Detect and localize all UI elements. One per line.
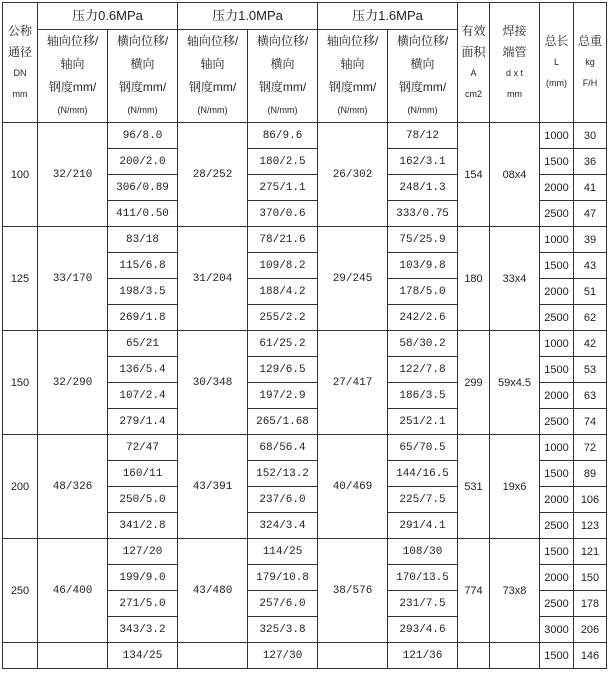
lateral-1-6-cell: 75/25.9 [388, 227, 458, 253]
weight-cell: 206 [574, 617, 607, 643]
weight-cell: 47 [574, 201, 607, 227]
lateral-1-6-cell: 186/3.5 [388, 383, 458, 409]
lateral-1-0-cell: 86/9.6 [248, 123, 318, 149]
axial-1-0-cell: 43/391 [178, 435, 248, 539]
lateral-1-6-cell: 65/70.5 [388, 435, 458, 461]
axial-1-0-cell: 31/204 [178, 227, 248, 331]
area-cell: 154 [458, 123, 490, 227]
header-pressure-1-0: 压力1.0MPa [178, 3, 318, 30]
lateral-1-6-cell: 122/7.8 [388, 357, 458, 383]
dn-cell [3, 643, 38, 669]
lateral-0-6-cell: 411/0.50 [108, 201, 178, 227]
lateral-1-0-cell: 255/2.2 [248, 305, 318, 331]
lateral-1-6-cell: 78/12 [388, 123, 458, 149]
weight-cell: 74 [574, 409, 607, 435]
weight-cell: 72 [574, 435, 607, 461]
lateral-0-6-cell: 250/5.0 [108, 487, 178, 513]
axial-0-6-cell: 32/290 [38, 331, 108, 435]
length-cell: 1000 [540, 331, 574, 357]
weight-cell: 89 [574, 461, 607, 487]
length-cell: 2500 [540, 513, 574, 539]
axial-1-6-cell [318, 643, 388, 669]
lateral-1-6-cell: 333/0.75 [388, 201, 458, 227]
lateral-1-6-cell: 162/3.1 [388, 149, 458, 175]
lateral-1-6-cell: 144/16.5 [388, 461, 458, 487]
lateral-1-6-cell: 293/4.6 [388, 617, 458, 643]
header-axial-1-6: 轴向位移/ 轴向 钢度mm/ (N/mm) [318, 30, 388, 123]
lateral-1-0-cell: 275/1.1 [248, 175, 318, 201]
weight-cell: 62 [574, 305, 607, 331]
axial-1-6-cell: 27/417 [318, 331, 388, 435]
axial-1-0-cell: 30/348 [178, 331, 248, 435]
lateral-0-6-cell: 65/21 [108, 331, 178, 357]
axial-1-0-cell: 43/480 [178, 539, 248, 643]
lateral-1-0-cell: 68/56.4 [248, 435, 318, 461]
axial-0-6-cell: 46/400 [38, 539, 108, 643]
lateral-1-0-cell: 114/25 [248, 539, 318, 565]
length-cell: 1000 [540, 123, 574, 149]
lateral-0-6-cell: 269/1.8 [108, 305, 178, 331]
lateral-1-0-cell: 109/8.2 [248, 253, 318, 279]
weight-cell: 42 [574, 331, 607, 357]
lateral-1-0-cell: 324/3.4 [248, 513, 318, 539]
length-cell: 3000 [540, 617, 574, 643]
lateral-1-6-cell: 225/7.5 [388, 487, 458, 513]
header-lateral-1-0: 横向位移/ 横向 钢度mm/ (N/mm) [248, 30, 318, 123]
axial-1-6-cell: 38/576 [318, 539, 388, 643]
lateral-1-6-cell: 251/2.1 [388, 409, 458, 435]
lateral-1-0-cell: 197/2.9 [248, 383, 318, 409]
axial-1-0-cell: 28/252 [178, 123, 248, 227]
length-cell: 2000 [540, 383, 574, 409]
lateral-1-0-cell: 152/13.2 [248, 461, 318, 487]
header-axial-1-0: 轴向位移/ 轴向 钢度mm/ (N/mm) [178, 30, 248, 123]
axial-0-6-cell: 33/170 [38, 227, 108, 331]
dn-cell: 100 [3, 123, 38, 227]
axial-0-6-cell: 32/210 [38, 123, 108, 227]
length-cell: 1500 [540, 539, 574, 565]
weight-cell: 150 [574, 565, 607, 591]
pipe-cell: 59x4.5 [490, 331, 540, 435]
weight-cell: 51 [574, 279, 607, 305]
lateral-1-6-cell: 291/4.1 [388, 513, 458, 539]
weight-cell: 123 [574, 513, 607, 539]
header-pressure-1-6: 压力1.6MPa [318, 3, 458, 30]
length-cell: 2500 [540, 305, 574, 331]
lateral-0-6-cell: 198/3.5 [108, 279, 178, 305]
lateral-1-0-cell: 237/6.0 [248, 487, 318, 513]
header-total-length: 总长 L (mm) [540, 3, 574, 123]
weight-cell: 53 [574, 357, 607, 383]
lateral-1-0-cell: 188/4.2 [248, 279, 318, 305]
weight-cell: 106 [574, 487, 607, 513]
lateral-1-0-cell: 127/30 [248, 643, 318, 669]
length-cell: 2000 [540, 487, 574, 513]
lateral-1-0-cell: 180/2.5 [248, 149, 318, 175]
length-cell: 1000 [540, 227, 574, 253]
weight-cell: 146 [574, 643, 607, 669]
lateral-1-0-cell: 179/10.8 [248, 565, 318, 591]
length-cell: 2500 [540, 591, 574, 617]
weight-cell: 63 [574, 383, 607, 409]
lateral-0-6-cell: 199/9.0 [108, 565, 178, 591]
length-cell: 2000 [540, 565, 574, 591]
lateral-0-6-cell: 343/3.2 [108, 617, 178, 643]
length-cell: 1500 [540, 643, 574, 669]
axial-1-6-cell: 26/302 [318, 123, 388, 227]
lateral-1-0-cell: 78/21.6 [248, 227, 318, 253]
area-cell: 180 [458, 227, 490, 331]
header-total-weight: 总重 kg F/H [574, 3, 607, 123]
lateral-1-0-cell: 370/0.6 [248, 201, 318, 227]
dn-cell: 200 [3, 435, 38, 539]
length-cell: 2000 [540, 175, 574, 201]
axial-1-0-cell [178, 643, 248, 669]
lateral-0-6-cell: 96/8.0 [108, 123, 178, 149]
axial-0-6-cell [38, 643, 108, 669]
lateral-1-6-cell: 242/2.6 [388, 305, 458, 331]
lateral-0-6-cell: 134/25 [108, 643, 178, 669]
lateral-1-6-cell: 108/30 [388, 539, 458, 565]
lateral-1-6-cell: 231/7.5 [388, 591, 458, 617]
lateral-0-6-cell: 306/0.89 [108, 175, 178, 201]
table-row [3, 331, 607, 357]
area-cell: 299 [458, 331, 490, 435]
lateral-1-6-cell: 103/9.8 [388, 253, 458, 279]
header-effective-area: 有效 面积 A cm2 [458, 3, 490, 123]
pipe-cell: 33x4 [490, 227, 540, 331]
dn-cell: 125 [3, 227, 38, 331]
header-lateral-1-6: 横向位移/ 横向 钢度mm/ (N/mm) [388, 30, 458, 123]
table-row [3, 643, 607, 669]
lateral-0-6-cell: 160/11 [108, 461, 178, 487]
weight-cell: 178 [574, 591, 607, 617]
lateral-0-6-cell: 83/18 [108, 227, 178, 253]
lateral-1-0-cell: 61/25.2 [248, 331, 318, 357]
spec-table [2, 2, 607, 669]
weight-cell: 121 [574, 539, 607, 565]
lateral-0-6-cell: 127/20 [108, 539, 178, 565]
dn-cell: 150 [3, 331, 38, 435]
table-row [3, 435, 607, 461]
lateral-0-6-cell: 271/5.0 [108, 591, 178, 617]
table-row [3, 227, 607, 253]
lateral-1-0-cell: 257/6.0 [248, 591, 318, 617]
table-row [3, 123, 607, 149]
area-cell: 774 [458, 539, 490, 643]
length-cell: 2500 [540, 409, 574, 435]
lateral-0-6-cell: 115/6.8 [108, 253, 178, 279]
area-cell: 531 [458, 435, 490, 539]
length-cell: 2500 [540, 201, 574, 227]
lateral-0-6-cell: 107/2.4 [108, 383, 178, 409]
dn-cell: 250 [3, 539, 38, 643]
header-pressure-0-6: 压力0.6MPa [38, 3, 178, 30]
lateral-0-6-cell: 279/1.4 [108, 409, 178, 435]
lateral-1-0-cell: 325/3.8 [248, 617, 318, 643]
weight-cell: 39 [574, 227, 607, 253]
lateral-1-6-cell: 58/30.2 [388, 331, 458, 357]
length-cell: 1000 [540, 435, 574, 461]
lateral-0-6-cell: 341/2.8 [108, 513, 178, 539]
weight-cell: 41 [574, 175, 607, 201]
axial-1-6-cell: 40/469 [318, 435, 388, 539]
area-cell [458, 643, 490, 669]
lateral-1-0-cell: 265/1.68 [248, 409, 318, 435]
pipe-cell [490, 643, 540, 669]
weight-cell: 30 [574, 123, 607, 149]
lateral-0-6-cell: 200/2.0 [108, 149, 178, 175]
pipe-cell: 19x6 [490, 435, 540, 539]
pipe-cell: 73x8 [490, 539, 540, 643]
axial-1-6-cell: 29/245 [318, 227, 388, 331]
length-cell: 1500 [540, 149, 574, 175]
length-cell: 1500 [540, 357, 574, 383]
length-cell: 2000 [540, 279, 574, 305]
pipe-cell: 08x4 [490, 123, 540, 227]
header-lateral-0-6: 横向位移/ 横向 钢度mm/ (N/mm) [108, 30, 178, 123]
lateral-0-6-cell: 72/47 [108, 435, 178, 461]
length-cell: 1500 [540, 461, 574, 487]
header-nominal-diameter: 公称 通径 DN mm [3, 3, 38, 123]
lateral-1-0-cell: 129/6.5 [248, 357, 318, 383]
axial-0-6-cell: 48/326 [38, 435, 108, 539]
table-row [3, 539, 607, 565]
lateral-1-6-cell: 248/1.3 [388, 175, 458, 201]
length-cell: 1500 [540, 253, 574, 279]
lateral-1-6-cell: 170/13.5 [388, 565, 458, 591]
weight-cell: 43 [574, 253, 607, 279]
header-weld-pipe: 焊接 端管 d x t mm [490, 3, 540, 123]
header-axial-0-6: 轴向位移/ 轴向 钢度mm/ (N/mm) [38, 30, 108, 123]
lateral-0-6-cell: 136/5.4 [108, 357, 178, 383]
lateral-1-6-cell: 178/5.0 [388, 279, 458, 305]
weight-cell: 36 [574, 149, 607, 175]
lateral-1-6-cell: 121/36 [388, 643, 458, 669]
